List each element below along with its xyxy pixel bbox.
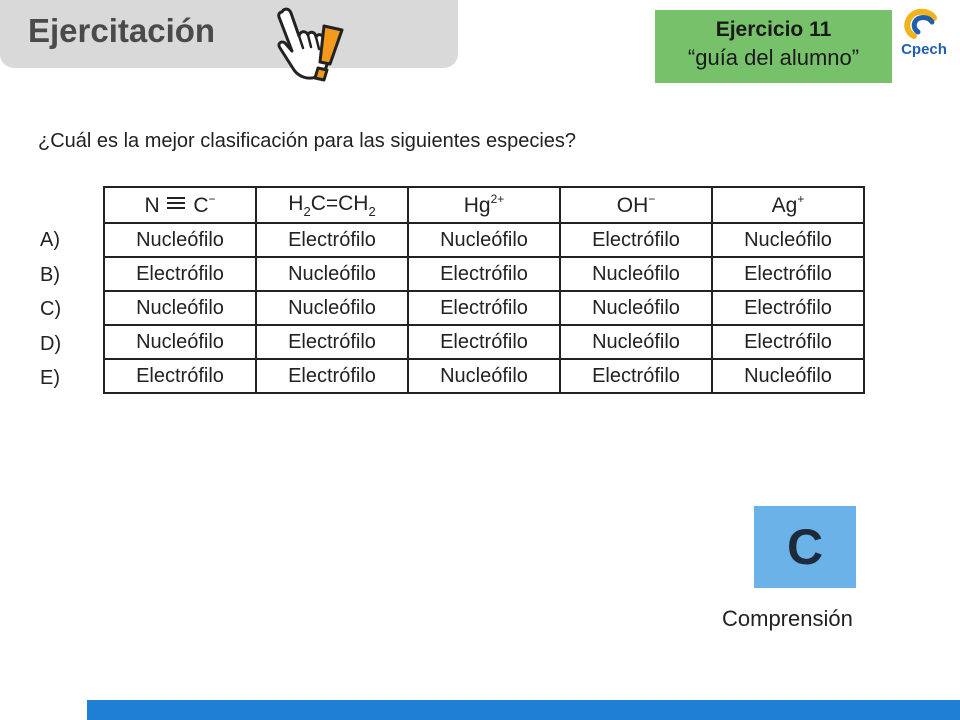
table-cell: Nucleófilo: [104, 325, 256, 359]
cpech-logo: [896, 6, 952, 58]
page-title: Ejercitación: [28, 12, 216, 49]
classification-table: [103, 186, 865, 394]
table-cell: Electrófilo: [408, 325, 560, 359]
question-text: ¿Cuál es la mejor clasificación para las siguientes especies?: [38, 130, 577, 152]
header-mercury-ion: $Hg^{2+}$: [408, 187, 560, 223]
table-cell: Electrófilo: [104, 359, 256, 393]
table-cell: Electrófilo: [256, 359, 408, 393]
option-label-b: B): [40, 264, 60, 286]
table-cell: Nucleófilo: [256, 257, 408, 291]
table-cell: Electrófilo: [712, 257, 864, 291]
skill-label: Comprensión: [722, 606, 853, 631]
table-cell: Electrófilo: [256, 223, 408, 257]
footer-bar: [87, 700, 960, 720]
pointing-hand-exclamation-icon: [272, 4, 348, 82]
table-row: [104, 291, 864, 325]
option-label-c: C): [40, 298, 62, 320]
exercise-title: Ejercicio 11: [715, 18, 832, 41]
table-cell: Electrófilo: [408, 257, 560, 291]
table-cell: Electrófilo: [104, 257, 256, 291]
table-cell: Nucleófilo: [560, 257, 712, 291]
table-row: [104, 257, 864, 291]
option-label-d: D): [40, 333, 62, 355]
answer-box: C: [754, 506, 856, 588]
table-cell: Nucleófilo: [560, 325, 712, 359]
table-cell: Electrófilo: [560, 223, 712, 257]
header-cyanide: N C−: [104, 187, 256, 223]
table-cell: Electrófilo: [408, 291, 560, 325]
table-cell: Nucleófilo: [712, 359, 864, 393]
triple-bond-icon: [165, 196, 187, 210]
table-cell: Electrófilo: [560, 359, 712, 393]
logo-text: Cpech: [901, 41, 947, 58]
table-row: [104, 223, 864, 257]
table-cell: Nucleófilo: [256, 291, 408, 325]
table-cell: Electrófilo: [712, 291, 864, 325]
exercise-subtitle: “guía del alumno”: [687, 45, 860, 70]
option-label-e: E): [40, 367, 60, 389]
header-tab: [0, 0, 458, 68]
table-cell: Nucleófilo: [712, 223, 864, 257]
exercise-reference-box: [655, 10, 892, 83]
header-ethylene: $H_2C=CH_2$: [256, 187, 408, 223]
table-cell: Nucleófilo: [104, 291, 256, 325]
table-cell: Nucleófilo: [408, 359, 560, 393]
table-row: [104, 325, 864, 359]
table-cell: Electrófilo: [712, 325, 864, 359]
header-silver-ion: Ag+: [712, 187, 864, 223]
header-hydroxide: OH−: [560, 187, 712, 223]
table-header-row: [104, 187, 864, 223]
table-cell: Nucleófilo: [408, 223, 560, 257]
option-label-a: A): [40, 229, 60, 251]
table-cell: Electrófilo: [256, 325, 408, 359]
table-cell: Nucleófilo: [104, 223, 256, 257]
table-cell: Nucleófilo: [560, 291, 712, 325]
table-row: [104, 359, 864, 393]
